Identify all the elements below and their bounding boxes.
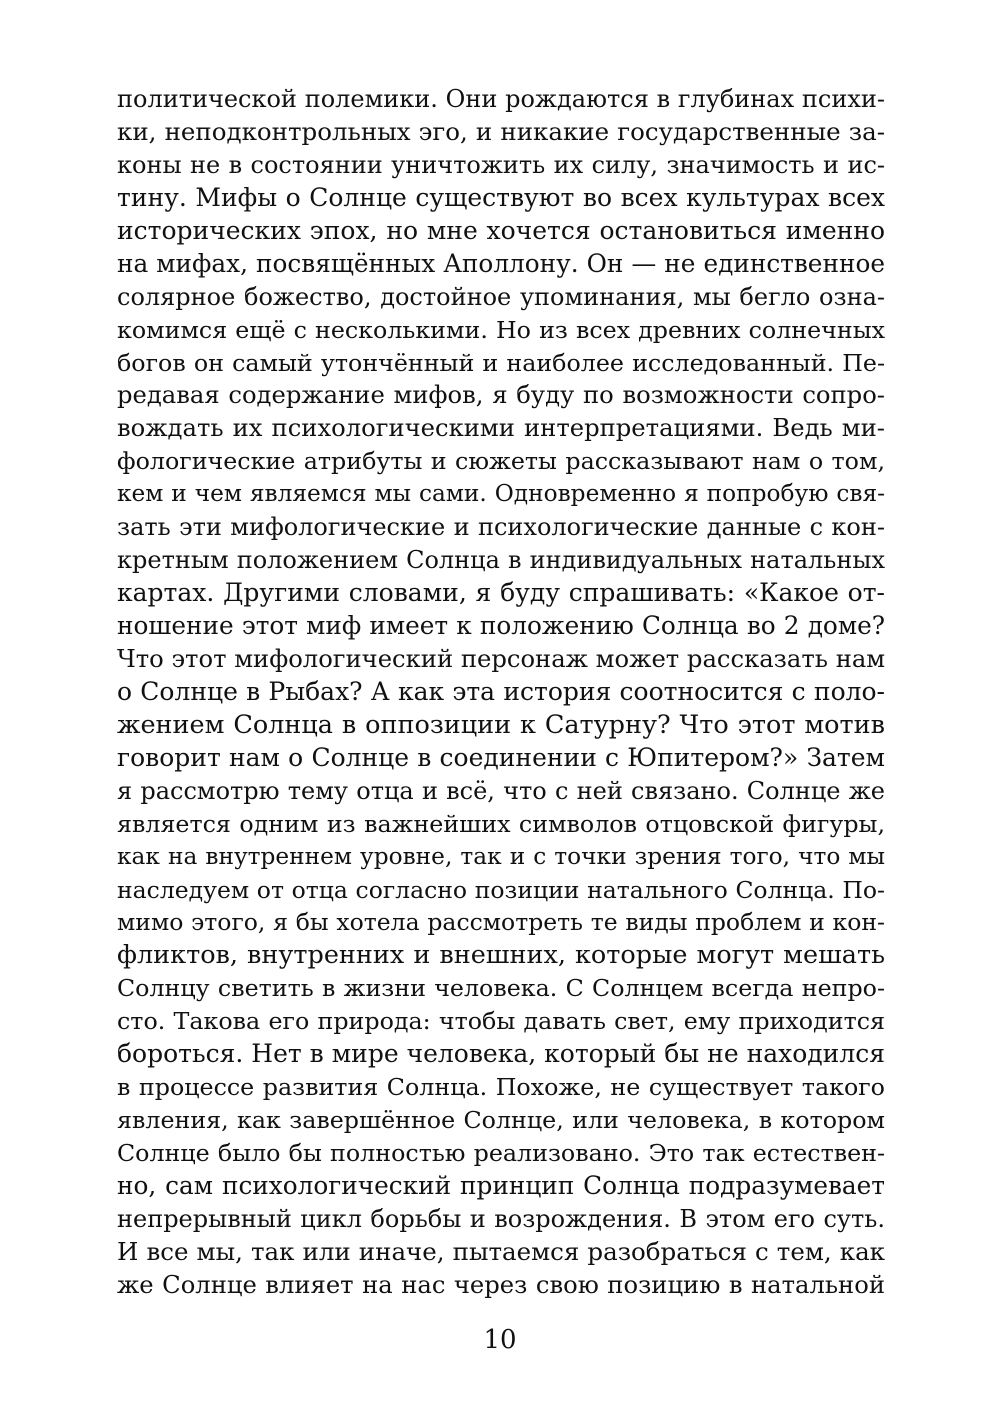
text-line: солярное божество, достойное упоминания, мы бегло озна- [117, 282, 885, 311]
text-line: как на внутреннем уровне, так и с точки зрения того, что мы [117, 842, 885, 870]
text-line: Что этот мифологический персонаж может рассказать нам [117, 643, 885, 673]
text-line: мимо этого, я бы хотела рассмотреть те виды проблем и кон- [117, 908, 885, 937]
text-line: на мифах, посвящённых Аполлону. Он — не единственное [117, 248, 885, 278]
text-line: я рассмотрю тему отца и всё, что с ней связано. Солнце же [117, 776, 885, 805]
text-line: ки, неподконтрольных эго, и никакие государственные за- [117, 116, 885, 146]
text-line: Солнце было бы полностью реализовано. Это так естествен- [117, 1139, 885, 1167]
text-line: кретным положением Солнца в индивидуальных натальных [117, 546, 885, 575]
text-line: наследуем от отца согласно позиции натального Солнца. По- [117, 875, 885, 904]
text-line: картах. Другими словами, я буду спрашивать: «Какое от- [117, 578, 885, 608]
text-line: вождать их психологическими интерпретациями. Ведь ми- [117, 413, 885, 443]
text-line: но, сам психологический принцип Солнца подразумевает [117, 1170, 885, 1200]
text-line: непрерывный цикл борьбы и возрождения. В этом его суть. [117, 1204, 885, 1233]
text-line: комимся ещё с несколькими. Но из всех древних солнечных [117, 315, 885, 344]
text-line: тину. Мифы о Солнце существуют во всех культурах всех [117, 182, 885, 212]
text-line: Солнцу светить в жизни человека. С Солнцем всегда непро- [117, 974, 885, 1003]
text-line: бороться. Нет в мире человека, который бы не находился [117, 1039, 885, 1069]
text-line: является одним из важнейших символов отцовской фигуры, [117, 809, 885, 838]
text-line: явления, как завершённое Солнце, или человека, в котором [117, 1106, 885, 1135]
text-line: в процессе развития Солнца. Похоже, не существует такого [117, 1073, 885, 1102]
text-line: фликтов, внутренних и внешних, которые могут мешать [117, 940, 885, 971]
text-line: сто. Такова его природа: чтобы давать свет, ему приходится [117, 1007, 885, 1036]
text-line: жением Солнца в оппозиции к Сатурну? Что этот мотив [117, 709, 885, 740]
text-line: о Солнце в Рыбах? А как эта история соотносится с поло- [117, 676, 885, 706]
text-line: исторических эпох, но мне хочется остановиться именно [117, 215, 885, 245]
text-line: зать эти мифологические и психологические данные с кон- [117, 513, 885, 542]
text-line: фологические атрибуты и сюжеты рассказывают нам о том, [117, 447, 885, 476]
text-line: говорит нам о Солнце в соединении с Юпитером?» Затем [117, 742, 885, 772]
text-line: кем и чем являемся мы сами. Одновременно я попробую свя- [117, 480, 885, 508]
text-line: И все мы, так или иначе, пытаемся разобраться с тем, как [117, 1236, 885, 1266]
text-line: коны не в состоянии уничтожить их силу, значимость и ис- [117, 150, 885, 179]
body-text [117, 83, 885, 1302]
text-line: ношение этот миф имеет к положению Солнца во 2 доме? [117, 611, 885, 640]
text-line: же Солнце влияет на нас через свою позицию в натальной [117, 1269, 885, 1299]
text-line: богов он самый утончённый и наиболее исследованный. Пе- [117, 348, 885, 377]
text-line: политической полемики. Они рождаются в глубинах психи- [117, 85, 885, 113]
page-number: 10 [483, 1325, 517, 1355]
text-line: редавая содержание мифов, я буду по возможности сопро- [117, 380, 885, 410]
